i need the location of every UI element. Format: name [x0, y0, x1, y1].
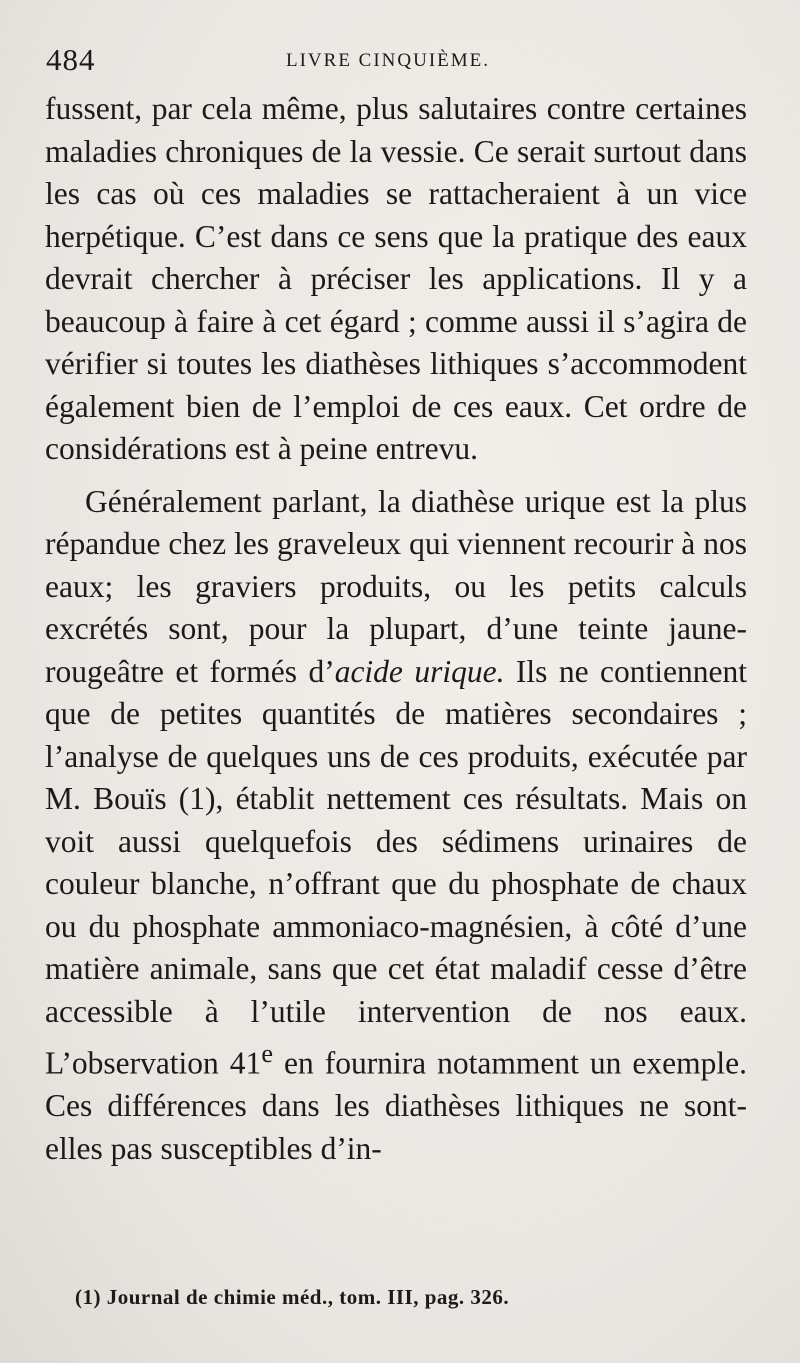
page-number: 484: [46, 42, 96, 77]
body-text: [45, 88, 747, 1170]
p2-text-c: en fournira notamment un exemple. Ces différences dans les diathèses lithiques ne sont-elles pas susceptibles d’in-: [45, 1045, 747, 1166]
p2-text-b: Ils ne contiennent que de petites quantités de matières secondaires ; l’analyse de quelques uns de ces produits, exécutée par M. Bouïs (1), établit nettement ces résultats. Mais on voit aussi quelquefois des sédimens urinaires de couleur blanche, n’offrant que du phosphate de chaux ou du phosphate ammoniaco-magnésien, à côté d’une matière animale, sans que cet état maladif cesse d’être accessible à l’utile intervention de nos eaux. L’observation 41: [45, 653, 747, 1081]
paragraph-1: fussent, par cela même, plus salutaires contre certaines maladies chroniques de la vessie. Ce serait surtout dans les cas où ces maladies se rattacheraient à un vice herpétique. C’est dans ce sens que la pratique des eaux devrait chercher à préciser les applications. Il y a beaucoup à faire à cet égard ; comme aussi il s’agira de vérifier si toutes les diathèses lithiques s’accommodent également bien de l’emploi de ces eaux. Cet ordre de considérations est à peine entrevu.: [45, 91, 747, 466]
running-title: LIVRE CINQUIÈME.: [286, 50, 491, 71]
p2-superscript: e: [261, 1039, 273, 1068]
page-header: [46, 42, 756, 82]
p2-italic-acid: acide urique.: [334, 653, 505, 689]
paragraph-2: [45, 481, 747, 1171]
footnote: (1) Journal de chimie méd., tom. III, pag. 326.: [75, 1285, 510, 1309]
p2-text-a: Généralement parlant, la diathèse urique est la plus répandue chez les graveleux qui viennent recourir à nos eaux; les graviers produits, ou les petits calculs excrétés sont, pour la plupart, d’une teinte jaune-rougeâtre et formés d’: [45, 483, 747, 689]
